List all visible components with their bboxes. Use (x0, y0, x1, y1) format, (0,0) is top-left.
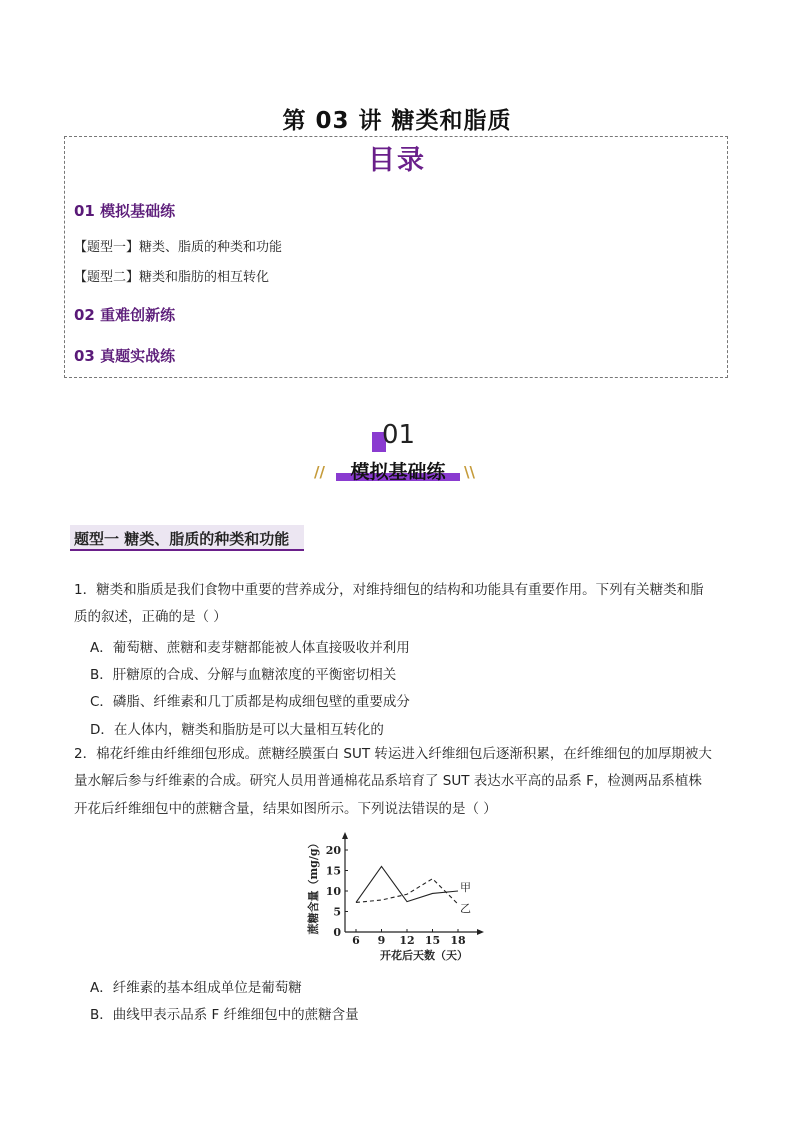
x-tick-label: 18 (450, 934, 466, 947)
q1-option-d[interactable]: D．在人体内，糖类和脂肪是可以大量相互转化的 (90, 722, 384, 738)
q2-option-b[interactable]: B．曲线甲表示品系 F 纤维细包中的蔗糖含量 (90, 1007, 359, 1023)
section-number-badge (372, 420, 432, 454)
question-type-heading: 题型一 糖类、脂质的种类和功能 (74, 530, 290, 548)
series-label-1: 甲 (460, 881, 471, 894)
x-tick-label: 12 (399, 934, 415, 947)
y-tick-label: 0 (333, 926, 341, 939)
y-tick-label: 5 (333, 905, 341, 919)
toc-section-3[interactable]: 03 真题实战练 (74, 347, 176, 365)
q1-option-a[interactable]: A．葡萄糖、蔗糖和麦芽糖都能被人体直接吸收并利用 (90, 640, 410, 656)
toc-subsection-2[interactable]: 【题型二】糖类和脂肪的相互转化 (74, 270, 270, 285)
y-tick-label: 10 (325, 885, 341, 898)
sucrose-line-chart (300, 828, 490, 966)
section-left-mark: // (314, 463, 325, 481)
q2-option-a[interactable]: A．纤维素的基本组成单位是葡萄糖 (90, 980, 302, 996)
q1-stem-line-2: 质的叙述，正确的是（ ） (74, 609, 227, 625)
series-line-1 (356, 866, 458, 902)
q2-stem-line-2: 量水解后参与纤维素的合成。研究人员用普通棉花品系培育了 SUT 表达水平高的品系 F，检测两品系植株 (74, 773, 702, 789)
y-axis-label: 蔗糖含量（mg/g） (307, 837, 320, 935)
x-tick-label: 6 (352, 934, 360, 947)
x-axis-arrow (477, 929, 484, 935)
toc-section-2[interactable]: 02 重难创新练 (74, 306, 176, 324)
x-axis-label: 开花后天数（天） (380, 949, 468, 962)
y-axis-arrow (342, 832, 348, 839)
q2-stem-line-1: 2．棉花纤维由纤维细包形成。蔗糖经膜蛋白 SUT 转运进入纤维细包后逐渐积累，在纤维细包的加厚期被大 (74, 746, 712, 762)
toc-subsection-1[interactable]: 【题型一】糖类、脂质的种类和功能 (74, 240, 283, 255)
section-banner (336, 457, 460, 481)
x-tick-label: 9 (377, 934, 386, 947)
x-tick-label: 15 (424, 934, 441, 947)
q1-option-c[interactable]: C．磷脂、纤维素和几丁质都是构成细包壁的重要成分 (90, 694, 410, 710)
toc-heading: 目录 (368, 145, 426, 176)
page-title: 第 03 讲 糖类和脂质 (282, 108, 512, 134)
section-right-mark: \\ (464, 463, 475, 481)
series-label-2: 乙 (460, 902, 471, 916)
y-tick-label: 15 (325, 864, 341, 878)
q1-stem-line-1: 1．糖类和脂质是我们食物中重要的营养成分，对维持细包的结构和功能具有重要作用。下列有关糖类和脂 (74, 582, 704, 598)
toc-section-1[interactable]: 01 模拟基础练 (74, 202, 176, 220)
q1-option-b[interactable]: B．肝糖原的合成、分解与血糖浓度的平衡密切相关 (90, 667, 397, 683)
y-tick-label: 20 (325, 844, 341, 857)
q2-stem-line-3: 开花后纤维细包中的蔗糖含量，结果如图所示。下列说法错误的是（ ） (74, 801, 497, 817)
series-line-2 (356, 879, 458, 904)
section-name: 模拟基础练 (350, 461, 446, 483)
section-number: 01 (382, 420, 416, 450)
chart-series (356, 866, 471, 915)
